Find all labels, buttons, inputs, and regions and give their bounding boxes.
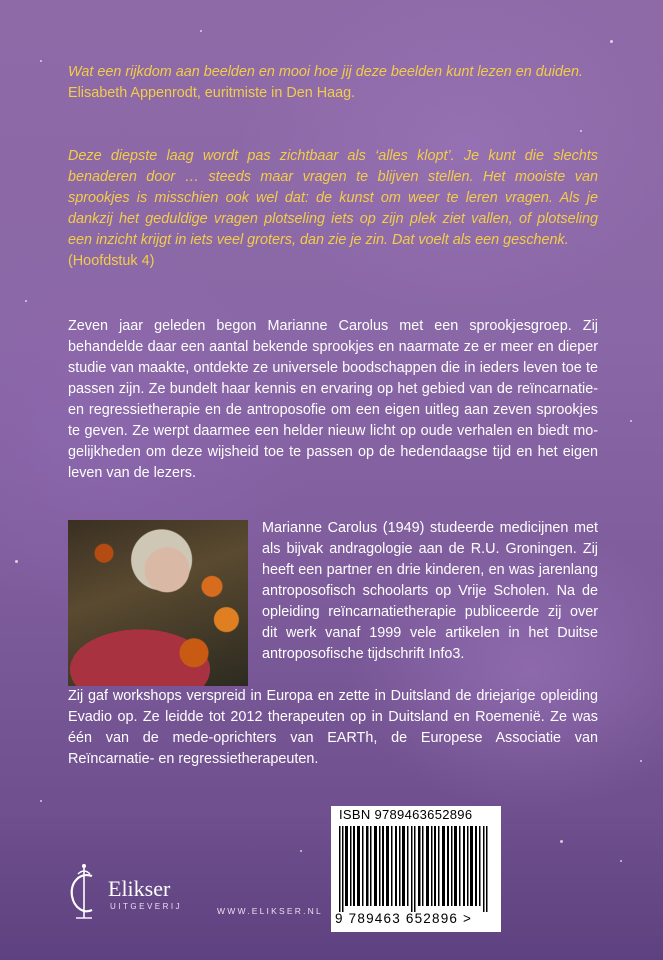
isbn-label: ISBN 9789463652896 — [339, 807, 473, 822]
author-bio-part2: Zij gaf workshops verspreid in Europa en zette in Duitsland de driejarige opleiding Evadio op. Ze leidde tot 2012 therapeuten op in Duitsland en Roemenië. Ze was één van de mede-oprichters van EARTh, de Europese Associatie van Reïncarnatie- en regressietherapeuten. — [68, 688, 598, 767]
excerpt-quote — [68, 146, 598, 272]
author-photo — [68, 520, 248, 686]
publisher-name: Elikser — [108, 876, 171, 901]
author-bio-part1: Marianne Carolus (1949) studeerde medicijnen met als bijvak andragologie aan de R.U. Groningen. Zij heeft een partner en drie kinderen, en was jarenlang antroposofisch schoolarts op Vrije Scholen. Na de opleiding reïncarnatietherapie publiceerde zij over dit werk vanaf 1999 vele artikelen in het Duitse antroposofische tijdschrift Info3. — [262, 520, 598, 662]
publisher-logo — [62, 862, 212, 932]
review-quote-source: Elisabeth Appenrodt, euritmiste in Den Haag. — [68, 85, 356, 101]
book-description: Zeven jaar geleden begon Marianne Carolus met een sprookjesgroep. Zij behandelde daar een aantal bekende sprookjes en naarmate ze er meer en dieper studie van maakte, ontdekte ze universele boodschappen die in ieders leven toe te passen zijn. Ze bundelt haar kennis en ervaring op het gebied van de reïncarnatie- en regressietherapie en de antroposofie om een eigen uitleg aan zeven sprookjes te geven. Ze werpt daarmee een helder nieuw licht op oude verhalen en biedt mogelijkheden om deze wijsheid toe te passen op de hedendaagse tijd en het eigen leven van de lezers. — [68, 318, 598, 481]
review-quote — [68, 62, 598, 104]
barcode-bars — [339, 826, 495, 912]
elikser-emblem-icon — [62, 862, 106, 926]
review-quote-text: Wat een rijkdom aan beelden en mooi hoe jij deze beelden kunt lezen en duiden. — [68, 64, 583, 80]
isbn-barcode — [331, 806, 501, 932]
publisher-subtitle: UITGEVERIJ — [110, 902, 183, 911]
excerpt-quote-text: Deze diepste laag wordt pas zichtbaar als ‘alles klopt’. Je kunt die slechts benaderen door … steeds maar vragen te blijven stellen. Het mooiste van sprookjes is misschien ook wel dat: de kunst om weer te leren vragen. Als je dankzij het geduldige vragen plotseling iets op zijn plek ziet vallen, of plotseling een inzicht krijgt in iets veel groters, dan zie je zin. Dat voelt als een geschenk. — [68, 148, 598, 248]
excerpt-quote-source: (Hoofdstuk 4) — [68, 253, 155, 269]
isbn-digits: 9 789463 652896 > — [335, 911, 473, 926]
publisher-website: WWW.ELIKSER.NL — [217, 906, 323, 916]
